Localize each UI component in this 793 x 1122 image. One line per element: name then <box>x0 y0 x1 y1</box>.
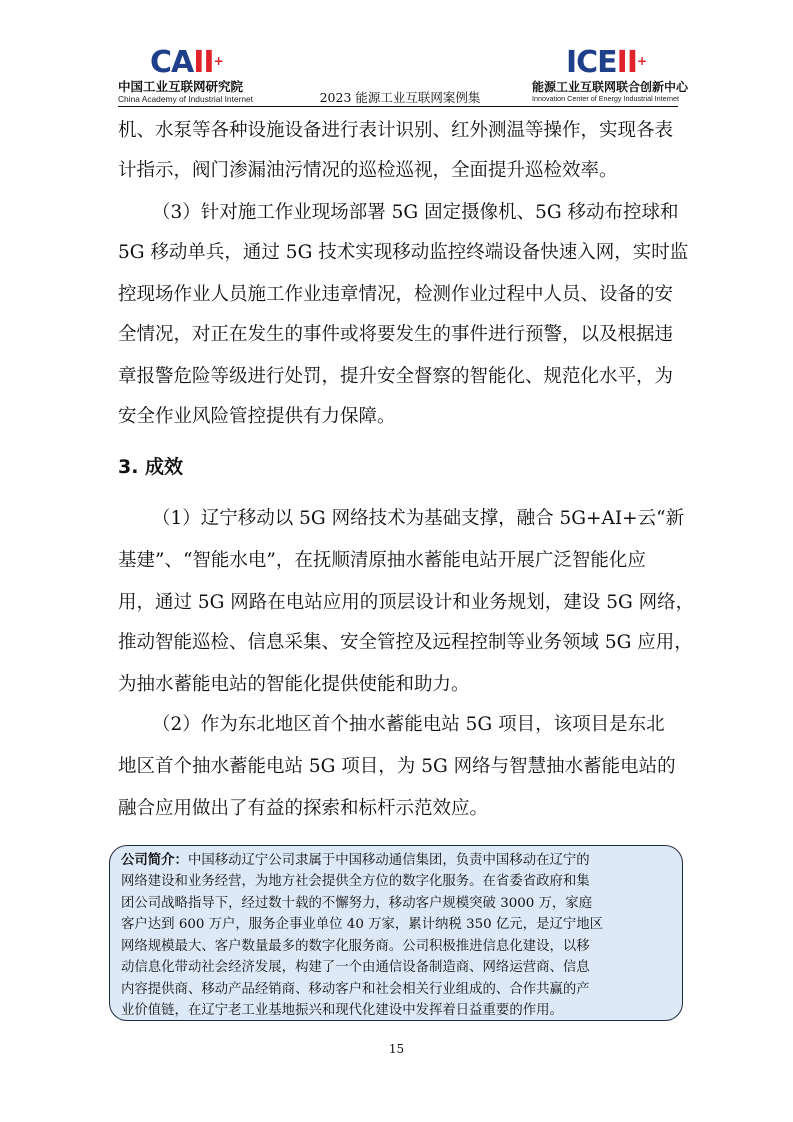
caii-mark-plus: + <box>213 54 223 68</box>
iceii-name-en: Innovation Center of Energy Industrial Internet <box>532 94 680 103</box>
paragraph-line: 融合应用做出了有益的探索和标杆示范效应。 <box>118 798 489 819</box>
paragraph-line: 地区首个抽水蓄能电站 5G 项目，为 5G 网络与智慧抽水蓄能电站的 <box>118 756 676 777</box>
company-intro-line: 网络建设和业务经营，为地方社会提供全方位的数字化服务。在省委省政府和集 <box>121 874 590 889</box>
paragraph-line: 机、水泵等各种设施设备进行表计识别、红外测温等操作，实现各表 <box>118 120 674 141</box>
caii-name-cn: 中国工业互联网研究院 <box>118 79 244 94</box>
iceii-mark-red: II <box>616 45 637 80</box>
company-intro-line: 网络规模最大、客户数量最多的数字化服务商。公司积极推进信息化建设，以移 <box>121 939 590 954</box>
paragraph-line: 安全作业风险管控提供有力保障。 <box>118 406 396 427</box>
caii-logo-mark <box>150 45 268 80</box>
iceii-mark-main: ICE <box>566 45 617 80</box>
company-intro-line: 业价值链，在辽宁老工业基地振兴和现代化建设中发挥着日益重要的作用。 <box>121 1003 563 1018</box>
paragraph-line: 5G 移动单兵，通过 5G 技术实现移动监控终端设备快速入网，实时监 <box>118 242 689 263</box>
page-number: 15 <box>388 1042 405 1056</box>
paragraph-line: （1）辽宁移动以 5G 网络技术为基础支撑，融合 5G+AI+云“新 <box>152 508 685 529</box>
paragraph-line: 控现场作业人员施工作业违章情况，检测作业过程中人员、设备的安 <box>118 284 674 305</box>
section-heading: 3. 成效 <box>118 456 184 478</box>
iceii-mark-plus: + <box>637 54 647 68</box>
paragraph-line: （2）作为东北地区首个抽水蓄能电站 5G 项目，该项目是东北 <box>152 714 665 735</box>
paragraph-line: （3）针对施工作业现场部署 5G 固定摄像机、5G 移动布控球和 <box>152 202 679 223</box>
paragraph-line: 推动智能巡检、信息采集、安全管控及远程控制等业务领域 5G 应用， <box>118 632 693 653</box>
caii-mark-main: CA <box>150 45 194 80</box>
paragraph-line: 用，通过 5G 网路在电站应用的顶层设计和业务规划，建设 5G 网络， <box>118 592 695 613</box>
paragraph-line: 计指示，阀门渗漏油污情况的巡检巡视，全面提升巡检效率。 <box>118 160 618 181</box>
header-title: 2023 能源工业互联网案例集 <box>319 90 481 105</box>
caii-name-en: China Academy of Industrial Internet <box>118 94 254 104</box>
company-intro-line: 内容提供商、移动产品经销商、移动客户和社会相关行业组成的、合作共赢的产 <box>121 982 590 997</box>
company-intro-text: 中国移动辽宁公司隶属于中国移动通信集团，负责中国移动在辽宁的 <box>187 853 590 868</box>
company-intro-label: 公司简介： <box>121 853 188 868</box>
company-intro-line: 动信息化带动社会经济发展，构建了一个由通信设备制造商、网络运营商、信息 <box>121 960 590 975</box>
iceii-logo <box>532 45 689 104</box>
paragraph-line: 章报警危险等级进行处罚，提升安全督察的智能化、规范化水平，为 <box>118 366 674 387</box>
company-intro-line: 团公司战略指导下，经过数十载的不懈努力，移动客户规模突破 3000 万，家庭 <box>121 896 593 911</box>
header-divider <box>118 106 678 107</box>
iceii-logo-mark <box>566 45 682 80</box>
paragraph-line: 基建”、“智能水电”，在抚顺清原抽水蓄能电站开展广泛智能化应 <box>118 550 646 571</box>
paragraph-line: 为抽水蓄能电站的智能化提供使能和助力。 <box>118 674 470 695</box>
iceii-name-cn: 能源工业互联网联合创新中心 <box>532 80 689 94</box>
caii-mark-red: II <box>193 45 214 80</box>
company-intro-line: 客户达到 600 万户，服务企事业单位 40 万家，累计纳税 350 亿元，是辽宁地区 <box>121 917 604 932</box>
caii-logo <box>118 45 268 104</box>
paragraph-line: 全情况，对正在发生的事件或将要发生的事件进行预警，以及根据违 <box>118 324 674 345</box>
company-intro-line <box>121 851 590 871</box>
